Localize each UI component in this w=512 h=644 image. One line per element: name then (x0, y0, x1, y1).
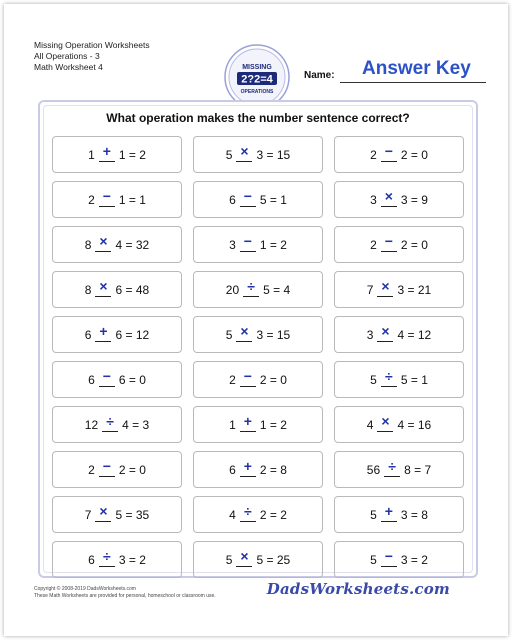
operation-blank[interactable] (377, 323, 393, 342)
problem-operand-b: 3 (397, 282, 405, 297)
operation-answer: + (102, 143, 111, 159)
problem-operand-b: 2 (259, 372, 267, 387)
problem-operand-a: 5 (225, 147, 233, 162)
problem-cell (193, 451, 323, 488)
problem-operand-a: 5 (370, 552, 377, 567)
logo-bottom-text: OPERATIONS (240, 89, 274, 95)
logo-top-text: MISSING (242, 64, 272, 71)
problem-operand-b: 1 (259, 237, 267, 252)
problem-operand-a: 3 (229, 237, 236, 252)
problem-operand-a: 3 (370, 192, 377, 207)
operation-answer: − (384, 143, 393, 159)
problem-operand-b: 2 (259, 462, 267, 477)
problem-operand-b: 3 (256, 147, 264, 162)
problem-cell (52, 496, 182, 533)
problem-operand-b: 1 (118, 192, 126, 207)
problem-cell (193, 361, 323, 398)
equals-sign: = (263, 552, 277, 567)
problem-cell (193, 136, 323, 173)
operation-answer: × (384, 188, 393, 204)
problem-operand-b: 5 (256, 552, 264, 567)
question-prompt: What operation makes the number sentence correct? (106, 111, 410, 125)
problem-result: 0 (139, 372, 146, 387)
operation-answer: × (99, 233, 108, 249)
problem-operand-a: 4 (366, 417, 374, 432)
problem-operand-a: 2 (229, 372, 236, 387)
problem-cell (334, 406, 464, 443)
problem-operand-b: 6 (115, 327, 123, 342)
problem-operand-b: 1 (118, 147, 126, 162)
equals-sign: = (266, 417, 281, 432)
problem-cell (52, 406, 182, 443)
problem-result: 2 (280, 237, 287, 252)
problem-cell (193, 181, 323, 218)
problem-operand-a: 2 (370, 147, 377, 162)
problem-cell (193, 316, 323, 353)
problem-operand-a: 3 (366, 327, 374, 342)
operation-blank[interactable] (381, 188, 397, 207)
equals-sign: = (263, 147, 277, 162)
problem-operand-b: 3 (400, 552, 408, 567)
equals-sign: = (263, 327, 277, 342)
problem-cell (193, 496, 323, 533)
problem-operand-a: 2 (88, 462, 95, 477)
problem-operand-b: 5 (115, 507, 123, 522)
problem-result: 0 (421, 147, 428, 162)
problem-cell (52, 316, 182, 353)
equals-sign: = (125, 147, 140, 162)
problem-result: 25 (276, 552, 291, 567)
problem-operand-a: 2 (370, 237, 377, 252)
problem-operand-b: 2 (400, 147, 408, 162)
problem-cell (334, 316, 464, 353)
operation-answer: ÷ (247, 278, 255, 294)
problem-cell (334, 496, 464, 533)
problem-operand-b: 2 (259, 507, 267, 522)
operation-blank[interactable] (240, 233, 256, 252)
operation-answer: × (381, 278, 390, 294)
operation-blank[interactable] (381, 503, 397, 522)
problem-operand-a: 6 (84, 327, 92, 342)
problem-operand-b: 2 (400, 237, 408, 252)
operation-blank[interactable] (95, 323, 111, 342)
problem-operand-b: 5 (259, 192, 267, 207)
footer (34, 586, 216, 600)
problem-operand-a: 56 (366, 462, 381, 477)
operation-answer: + (384, 503, 393, 519)
operation-answer: × (381, 413, 390, 429)
problem-cell (193, 271, 323, 308)
equals-sign: = (407, 192, 422, 207)
problem-operand-b: 6 (115, 282, 123, 297)
problem-cell (52, 541, 182, 578)
operation-blank[interactable] (377, 278, 393, 297)
operation-blank[interactable] (240, 188, 256, 207)
equals-sign: = (269, 282, 284, 297)
equals-sign: = (404, 417, 418, 432)
operation-blank[interactable] (236, 323, 252, 342)
worksheet-number: Math Worksheet 4 (34, 62, 103, 72)
problem-cell (334, 361, 464, 398)
problem-result: 35 (135, 507, 150, 522)
problem-operand-b: 4 (397, 327, 405, 342)
problem-result: 8 (421, 507, 428, 522)
problem-result: 0 (421, 237, 428, 252)
problem-operand-b: 6 (118, 372, 126, 387)
problem-operand-a: 12 (84, 417, 99, 432)
problem-result: 9 (421, 192, 428, 207)
problem-cell (193, 226, 323, 263)
problem-operand-a: 5 (225, 327, 233, 342)
operation-blank[interactable] (381, 548, 397, 567)
problem-result: 1 (421, 372, 428, 387)
problem-operand-a: 6 (88, 372, 95, 387)
problem-operand-b: 3 (256, 327, 264, 342)
problem-result: 2 (139, 552, 146, 567)
problem-cell (334, 136, 464, 173)
operation-answer: − (102, 188, 111, 204)
copyright-text: Copyright © 2008-2019 DadsWorksheets.com (34, 586, 136, 592)
problem-cell (334, 271, 464, 308)
operation-answer: × (240, 323, 249, 339)
problem-cell (193, 406, 323, 443)
operation-blank[interactable] (99, 368, 115, 387)
operation-answer: × (381, 323, 390, 339)
problem-grid (52, 136, 464, 578)
problem-cell (334, 181, 464, 218)
equals-sign: = (407, 507, 422, 522)
operation-answer: ÷ (102, 548, 111, 564)
problem-result: 1 (280, 192, 287, 207)
operation-blank[interactable] (381, 233, 397, 252)
equals-sign: = (122, 282, 136, 297)
operation-answer: + (243, 413, 252, 429)
operation-answer: × (99, 278, 108, 294)
operation-blank[interactable] (384, 458, 400, 477)
problem-cell (193, 541, 323, 578)
usage-note: These Math Worksheets are provided for personal, homeschool or classroom use. (34, 593, 216, 599)
equals-sign: = (266, 462, 281, 477)
problem-operand-a: 5 (370, 372, 377, 387)
logo-equation: 2?2=4 (241, 73, 273, 86)
equals-sign: = (122, 507, 136, 522)
operation-answer: − (243, 188, 252, 204)
equals-sign: = (125, 192, 140, 207)
problem-result: 8 (280, 462, 287, 477)
problem-operand-a: 6 (229, 462, 236, 477)
answer-key-heading: Answer Key (362, 58, 471, 79)
problem-cell (52, 271, 182, 308)
equals-sign: = (125, 372, 140, 387)
equals-sign: = (266, 237, 281, 252)
problem-result: 16 (417, 417, 432, 432)
problem-operand-a: 2 (88, 192, 95, 207)
worksheet-page (4, 4, 508, 636)
operation-answer: ÷ (106, 413, 114, 429)
equals-sign: = (122, 327, 136, 342)
problem-operand-b: 3 (400, 192, 408, 207)
problem-operand-a: 7 (366, 282, 374, 297)
problem-operand-b: 4 (115, 237, 123, 252)
operation-blank[interactable] (99, 548, 115, 567)
operation-blank[interactable] (99, 458, 115, 477)
operation-blank[interactable] (381, 368, 397, 387)
worksheet-header (34, 40, 150, 73)
problem-cell (52, 361, 182, 398)
problem-cell (334, 451, 464, 488)
operation-blank[interactable] (236, 143, 252, 162)
problem-result: 3 (142, 417, 150, 432)
problem-result: 2 (280, 417, 287, 432)
problem-result: 12 (135, 327, 150, 342)
operation-answer: − (243, 233, 252, 249)
problem-result: 15 (276, 147, 291, 162)
problem-operand-a: 5 (225, 552, 233, 567)
problem-result: 48 (135, 282, 150, 297)
worksheet-title: Missing Operation Worksheets (34, 40, 150, 50)
problem-operand-a: 8 (84, 282, 92, 297)
brand-logo-text: DadsWorksheets.com (266, 580, 450, 598)
operation-blank[interactable] (95, 233, 111, 252)
operation-blank[interactable] (95, 503, 111, 522)
equals-sign: = (404, 282, 418, 297)
problem-operand-a: 5 (370, 507, 377, 522)
problem-result: 0 (280, 372, 287, 387)
equals-sign: = (125, 552, 140, 567)
operation-blank[interactable] (377, 413, 393, 432)
problem-result: 2 (421, 552, 428, 567)
equals-sign: = (410, 462, 425, 477)
equals-sign: = (266, 192, 281, 207)
problem-operand-b: 5 (263, 282, 270, 297)
problem-cell (334, 541, 464, 578)
operation-blank[interactable] (240, 503, 256, 522)
equals-sign: = (266, 507, 281, 522)
operation-blank[interactable] (381, 143, 397, 162)
name-label: Name: (304, 70, 335, 81)
problem-result: 2 (280, 507, 287, 522)
equals-sign: = (407, 552, 422, 567)
problem-result: 0 (139, 462, 146, 477)
problem-operand-a: 6 (229, 192, 236, 207)
problem-operand-a: 1 (229, 417, 236, 432)
problem-operand-b: 3 (118, 552, 126, 567)
problem-operand-b: 8 (404, 462, 411, 477)
equals-sign: = (122, 237, 136, 252)
operation-answer: × (240, 548, 249, 564)
operation-answer: + (99, 323, 108, 339)
operation-blank[interactable] (99, 143, 115, 162)
problem-result: 7 (424, 462, 432, 477)
operation-blank[interactable] (240, 413, 256, 432)
operation-answer: ÷ (243, 503, 252, 519)
problem-operand-a: 1 (88, 147, 95, 162)
problem-result: 15 (276, 327, 291, 342)
operation-blank[interactable] (240, 368, 256, 387)
problem-result: 4 (283, 282, 291, 297)
operation-answer: − (102, 458, 111, 474)
problem-result: 32 (135, 237, 150, 252)
name-area (304, 58, 494, 84)
operation-answer: ÷ (388, 458, 396, 474)
operation-answer: − (384, 548, 393, 564)
operation-answer: ÷ (384, 368, 393, 384)
equals-sign: = (266, 372, 281, 387)
problem-operand-a: 20 (225, 282, 240, 297)
operation-answer: × (240, 143, 249, 159)
equals-sign: = (407, 372, 422, 387)
problem-operand-a: 8 (84, 237, 92, 252)
operation-blank[interactable] (240, 458, 256, 477)
problem-operand-b: 1 (259, 417, 267, 432)
problem-result: 12 (417, 327, 432, 342)
operation-blank[interactable] (99, 188, 115, 207)
problem-result: 2 (139, 147, 146, 162)
equals-sign: = (125, 462, 140, 477)
operation-answer: + (243, 458, 252, 474)
operation-blank[interactable] (243, 278, 259, 297)
problem-operand-b: 2 (118, 462, 126, 477)
problems-frame (38, 100, 478, 578)
problem-cell (52, 226, 182, 263)
problem-result: 21 (417, 282, 432, 297)
problem-cell (52, 451, 182, 488)
problem-operand-b: 5 (400, 372, 408, 387)
problem-operand-a: 7 (84, 507, 92, 522)
operation-answer: − (102, 368, 111, 384)
problem-operand-a: 4 (229, 507, 236, 522)
worksheet-subtitle: All Operations - 3 (34, 51, 100, 61)
problem-operand-a: 6 (88, 552, 95, 567)
equals-sign: = (404, 327, 418, 342)
problem-operand-b: 4 (122, 417, 129, 432)
name-line (340, 82, 486, 83)
equals-sign: = (128, 417, 143, 432)
problem-operand-b: 3 (400, 507, 408, 522)
problem-cell (52, 181, 182, 218)
operation-answer: − (384, 233, 393, 249)
equals-sign: = (407, 237, 422, 252)
operation-answer: − (243, 368, 252, 384)
problem-result: 1 (139, 192, 146, 207)
problem-cell (334, 226, 464, 263)
equals-sign: = (407, 147, 422, 162)
operation-blank[interactable] (102, 413, 118, 432)
operation-answer: × (99, 503, 108, 519)
problem-cell (52, 136, 182, 173)
operation-blank[interactable] (236, 548, 252, 567)
problem-operand-b: 4 (397, 417, 405, 432)
operation-blank[interactable] (95, 278, 111, 297)
